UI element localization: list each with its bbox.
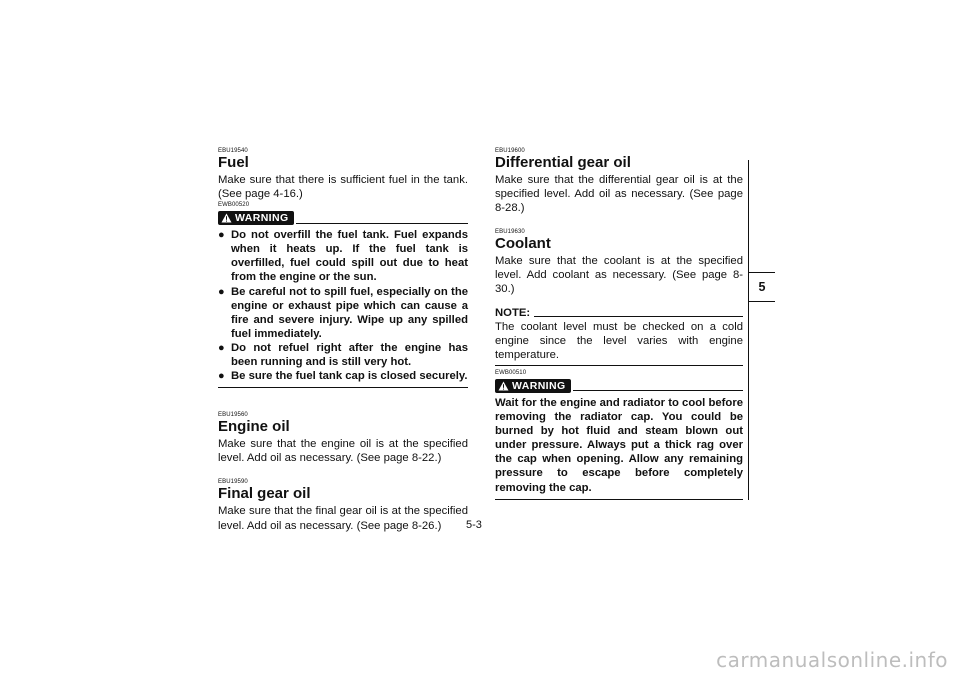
- fuel-heading: Fuel: [218, 154, 249, 171]
- chapter-margin-line: [748, 160, 749, 500]
- coolant-note-header: [495, 306, 743, 320]
- final-gear-oil-heading: Final gear oil: [218, 485, 311, 503]
- fuel-warning-label: WARNING: [235, 212, 289, 225]
- differential-gear-oil-heading: Differential gear oil: [495, 154, 631, 171]
- coolant-warning-code: EWB00510: [495, 369, 527, 376]
- coolant-warning-rule: [573, 380, 743, 391]
- bullet-dot-icon: ●: [218, 229, 225, 242]
- left-column: [218, 148, 468, 533]
- warning-item-text: Do not overfill the fuel tank. Fuel expands when it heats up. If the fuel tank is overfilled, fuel could spill out due to heat from the engine or the sun.: [231, 229, 468, 284]
- coolant-body: Make sure that the coolant is at the specified level. Add coolant as necessary. (See page 8-30.): [495, 255, 743, 296]
- final-gear-oil-body: Make sure that the final gear oil is at the specified level. Add oil as necessary. (See page 8-26.): [218, 505, 468, 532]
- differential-gear-oil-body: Make sure that the differential gear oil is at the specified level. Add oil as necessary. (See page 8-28.): [495, 174, 743, 215]
- fuel-warning-list: [218, 228, 468, 383]
- fuel-warning-rule: [296, 213, 468, 224]
- warning-item-text: Be careful not to spill fuel, especially on the engine or exhaust pipe which can cause a fire and severe injury. Wipe up any spilled fuel immediately.: [231, 285, 468, 340]
- engine-oil-heading: Engine oil: [218, 418, 290, 436]
- coolant-note-text: The coolant level must be checked on a cold engine since the level varies with engine temperature.: [495, 320, 743, 361]
- right-column: [495, 148, 743, 500]
- coolant-warning-label: WARNING: [512, 379, 566, 392]
- fuel-body: Make sure that there is sufficient fuel in the tank. (See page 4-16.): [218, 174, 468, 201]
- list-item: [218, 341, 468, 369]
- note-end-rule: [495, 365, 743, 366]
- coolant-warning-text: Wait for the engine and radiator to cool before removing the radiator cap. You could be burned by hot fluid and steam blown out under pressure. Always put a thick rag over the cap when opening. Allow any remaining pressure to escape before completely removing the cap.: [495, 396, 743, 494]
- coolant-section-code: EBU19630: [495, 229, 525, 236]
- coolant-warning-badge: [495, 379, 571, 393]
- note-label: NOTE:: [495, 306, 531, 319]
- bullet-dot-icon: ●: [218, 285, 225, 298]
- coolant-warning-header: [495, 378, 743, 394]
- note-rule: [534, 316, 743, 317]
- page-number: 5-3: [466, 519, 482, 531]
- warning-item-text: Be sure the fuel tank cap is closed securely.: [231, 370, 468, 383]
- fuel-section-code: EBU19540: [218, 148, 248, 154]
- engine-oil-section-code: EBU19560: [218, 412, 248, 419]
- bullet-dot-icon: ●: [218, 341, 225, 354]
- warning-triangle-icon: [498, 381, 509, 391]
- list-item: [218, 285, 468, 341]
- coolant-heading: Coolant: [495, 235, 551, 253]
- list-item: [218, 369, 468, 383]
- chapter-tab: 5: [748, 272, 775, 302]
- fuel-warning-badge: [218, 211, 294, 225]
- coolant-warning-end-rule: [495, 499, 743, 500]
- fuel-warning-header: [218, 210, 468, 226]
- final-gear-oil-section-code: EBU19590: [218, 479, 248, 486]
- warning-triangle-icon: [221, 213, 232, 223]
- bullet-dot-icon: ●: [218, 370, 225, 383]
- engine-oil-body: Make sure that the engine oil is at the specified level. Add oil as necessary. (See page 8-22.): [218, 438, 468, 465]
- watermark: carmanualsonline.info: [716, 648, 948, 672]
- differential-gear-oil-section-code: EBU19600: [495, 148, 525, 154]
- warning-item-text: Do not refuel right after the engine has been running and is still very hot.: [231, 341, 468, 369]
- fuel-warning-code: EWB00520: [218, 202, 250, 209]
- list-item: [218, 228, 468, 284]
